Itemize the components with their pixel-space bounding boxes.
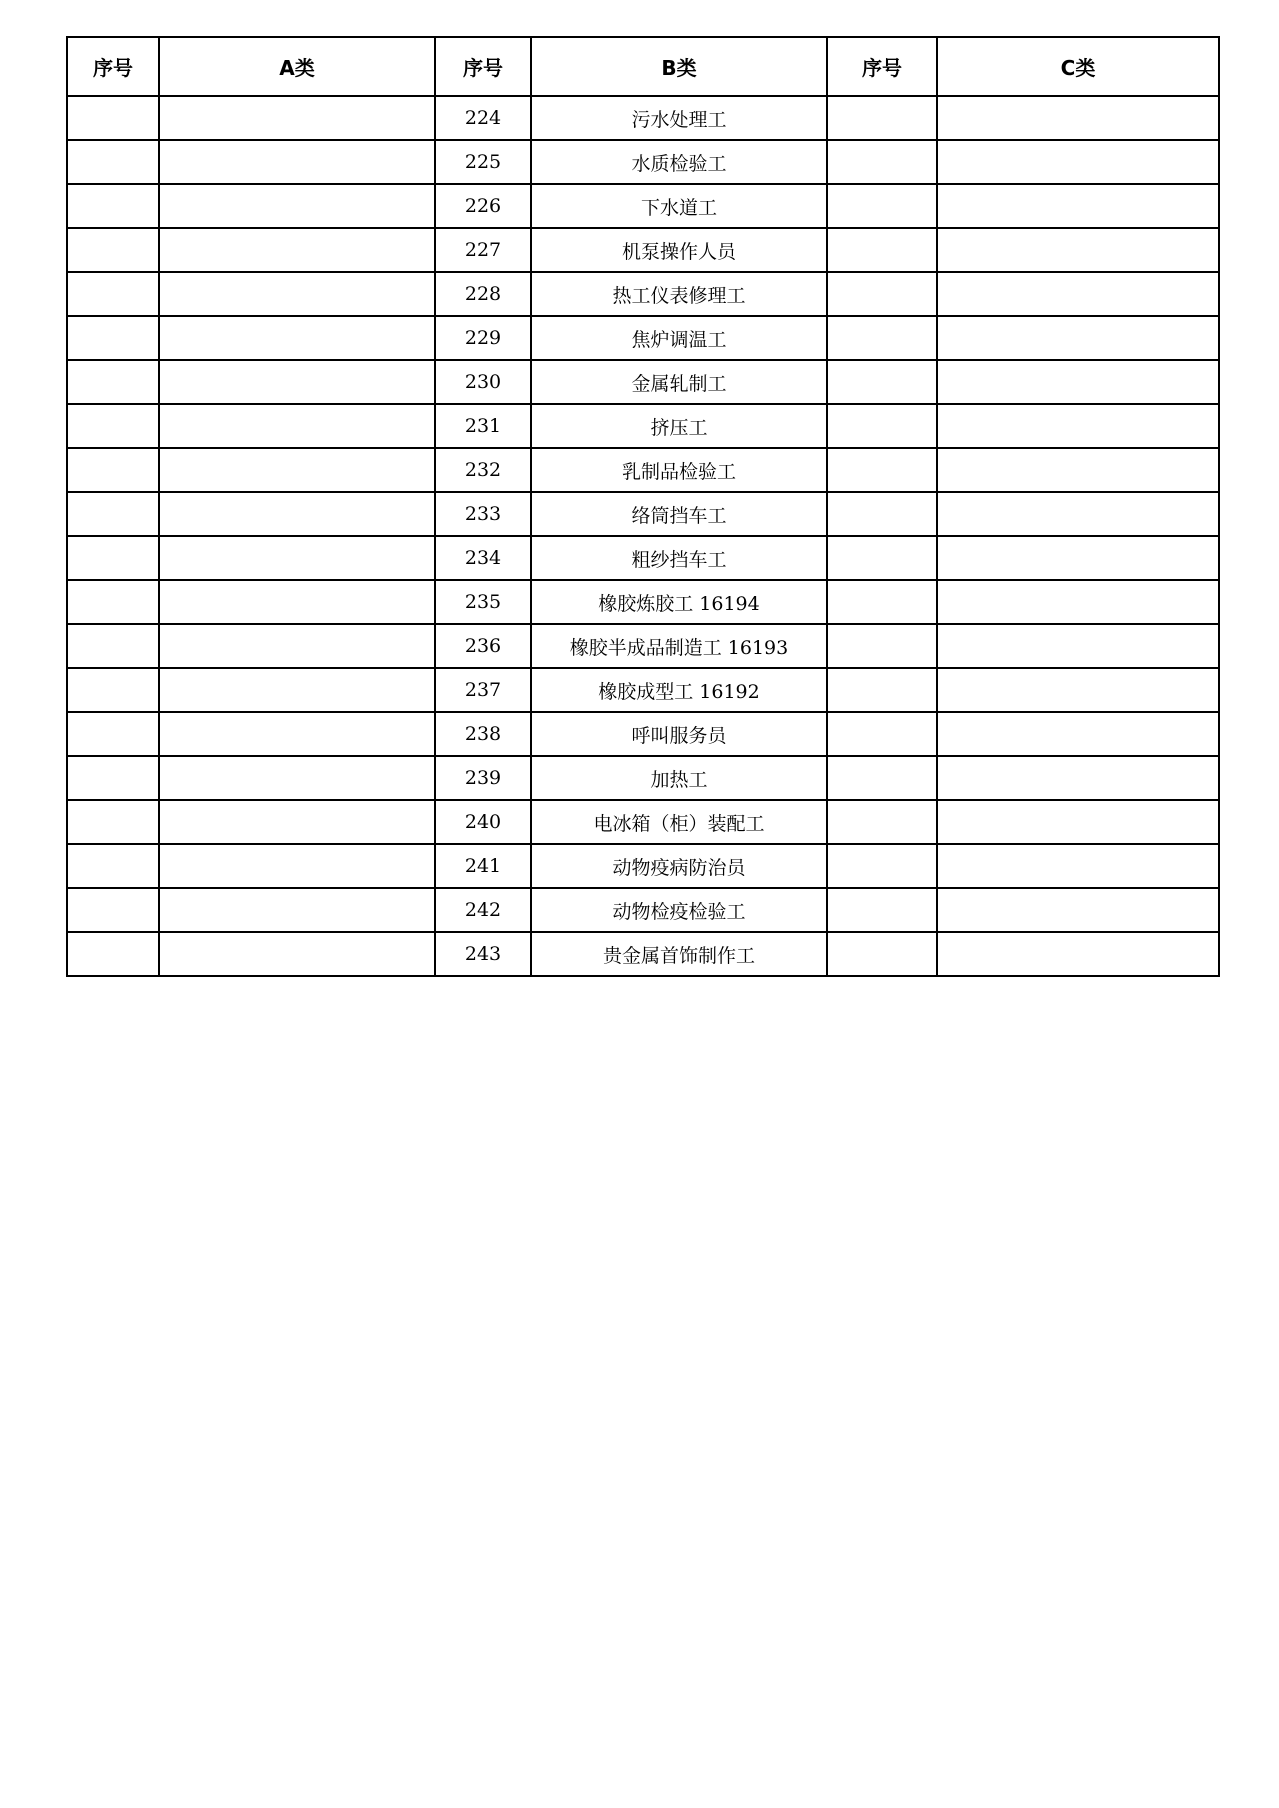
- cell-seq-a: [67, 536, 159, 580]
- cell-category-c: [937, 668, 1219, 712]
- cell-seq-c: [827, 140, 937, 184]
- cell-category-c: [937, 316, 1219, 360]
- cell-seq-c: [827, 932, 937, 976]
- cell-seq-a: [67, 580, 159, 624]
- header-seq-a: 序号: [67, 37, 159, 96]
- cell-seq-c: [827, 316, 937, 360]
- cell-seq-a: [67, 272, 159, 316]
- cell-seq-b: 233: [435, 492, 531, 536]
- header-category-c: C类: [937, 37, 1219, 96]
- cell-category-b: 络筒挡车工: [531, 492, 827, 536]
- cell-seq-b: 239: [435, 756, 531, 800]
- cell-seq-c: [827, 800, 937, 844]
- table-row: [67, 712, 1219, 756]
- cell-category-c: [937, 96, 1219, 140]
- cell-seq-c: [827, 844, 937, 888]
- cell-seq-b: 241: [435, 844, 531, 888]
- cell-category-c: [937, 624, 1219, 668]
- cell-category-a: [159, 360, 435, 404]
- table-row: [67, 668, 1219, 712]
- header-seq-b: 序号: [435, 37, 531, 96]
- cell-seq-c: [827, 184, 937, 228]
- cell-category-c: [937, 536, 1219, 580]
- cell-category-b: 焦炉调温工: [531, 316, 827, 360]
- cell-seq-a: [67, 888, 159, 932]
- table-row: [67, 932, 1219, 976]
- cell-category-b: 乳制品检验工: [531, 448, 827, 492]
- cell-seq-b: 229: [435, 316, 531, 360]
- cell-category-c: [937, 360, 1219, 404]
- table-row: [67, 96, 1219, 140]
- cell-seq-c: [827, 404, 937, 448]
- cell-seq-b: 225: [435, 140, 531, 184]
- table-row: [67, 536, 1219, 580]
- cell-seq-c: [827, 272, 937, 316]
- cell-category-b: 下水道工: [531, 184, 827, 228]
- cell-seq-a: [67, 756, 159, 800]
- cell-seq-b: 226: [435, 184, 531, 228]
- cell-seq-c: [827, 360, 937, 404]
- cell-category-b: 橡胶炼胶工 16194: [531, 580, 827, 624]
- cell-seq-a: [67, 404, 159, 448]
- header-category-a: A类: [159, 37, 435, 96]
- cell-seq-a: [67, 140, 159, 184]
- cell-seq-b: 243: [435, 932, 531, 976]
- cell-category-b: 粗纱挡车工: [531, 536, 827, 580]
- cell-seq-b: 235: [435, 580, 531, 624]
- cell-seq-a: [67, 184, 159, 228]
- cell-seq-c: [827, 668, 937, 712]
- cell-category-b: 呼叫服务员: [531, 712, 827, 756]
- cell-category-a: [159, 844, 435, 888]
- cell-category-a: [159, 536, 435, 580]
- cell-category-b: 污水处理工: [531, 96, 827, 140]
- cell-seq-b: 230: [435, 360, 531, 404]
- table-row: [67, 800, 1219, 844]
- cell-seq-a: [67, 624, 159, 668]
- table-row: [67, 624, 1219, 668]
- table-row: [67, 844, 1219, 888]
- cell-seq-c: [827, 756, 937, 800]
- cell-seq-b: 231: [435, 404, 531, 448]
- cell-category-a: [159, 888, 435, 932]
- header-seq-c: 序号: [827, 37, 937, 96]
- cell-category-a: [159, 448, 435, 492]
- cell-seq-c: [827, 448, 937, 492]
- cell-category-c: [937, 184, 1219, 228]
- cell-category-c: [937, 888, 1219, 932]
- cell-seq-a: [67, 844, 159, 888]
- cell-seq-b: 242: [435, 888, 531, 932]
- cell-seq-b: 227: [435, 228, 531, 272]
- cell-seq-c: [827, 228, 937, 272]
- cell-seq-a: [67, 800, 159, 844]
- cell-seq-b: 232: [435, 448, 531, 492]
- cell-category-a: [159, 272, 435, 316]
- cell-category-c: [937, 800, 1219, 844]
- cell-seq-a: [67, 932, 159, 976]
- cell-seq-c: [827, 624, 937, 668]
- cell-category-c: [937, 140, 1219, 184]
- table-row: [67, 492, 1219, 536]
- cell-seq-a: [67, 712, 159, 756]
- cell-seq-a: [67, 360, 159, 404]
- cell-category-a: [159, 800, 435, 844]
- cell-category-b: 贵金属首饰制作工: [531, 932, 827, 976]
- cell-seq-b: 238: [435, 712, 531, 756]
- cell-category-a: [159, 228, 435, 272]
- cell-category-a: [159, 184, 435, 228]
- cell-category-b: 挤压工: [531, 404, 827, 448]
- table-row: [67, 272, 1219, 316]
- table-row: [67, 316, 1219, 360]
- table-row: [67, 888, 1219, 932]
- cell-seq-c: [827, 96, 937, 140]
- cell-category-c: [937, 712, 1219, 756]
- cell-category-b: 电冰箱（柜）装配工: [531, 800, 827, 844]
- cell-category-c: [937, 844, 1219, 888]
- cell-category-a: [159, 580, 435, 624]
- cell-seq-c: [827, 888, 937, 932]
- cell-category-a: [159, 668, 435, 712]
- table-header-row: [67, 37, 1219, 96]
- cell-category-a: [159, 492, 435, 536]
- cell-seq-c: [827, 712, 937, 756]
- cell-category-a: [159, 712, 435, 756]
- cell-category-b: 加热工: [531, 756, 827, 800]
- cell-seq-a: [67, 96, 159, 140]
- cell-category-c: [937, 404, 1219, 448]
- cell-seq-a: [67, 492, 159, 536]
- cell-seq-b: 240: [435, 800, 531, 844]
- cell-seq-b: 228: [435, 272, 531, 316]
- cell-category-b: 橡胶半成品制造工 16193: [531, 624, 827, 668]
- cell-category-a: [159, 316, 435, 360]
- occupation-category-table: [66, 36, 1220, 977]
- cell-seq-a: [67, 316, 159, 360]
- cell-category-c: [937, 492, 1219, 536]
- cell-seq-a: [67, 228, 159, 272]
- cell-category-a: [159, 624, 435, 668]
- cell-seq-c: [827, 580, 937, 624]
- cell-category-c: [937, 448, 1219, 492]
- cell-category-a: [159, 96, 435, 140]
- cell-category-b: 金属轧制工: [531, 360, 827, 404]
- table-body: [67, 96, 1219, 976]
- cell-category-b: 水质检验工: [531, 140, 827, 184]
- cell-seq-b: 237: [435, 668, 531, 712]
- table-row: [67, 756, 1219, 800]
- cell-seq-a: [67, 448, 159, 492]
- table-row: [67, 228, 1219, 272]
- cell-category-b: 动物检疫检验工: [531, 888, 827, 932]
- cell-category-a: [159, 140, 435, 184]
- cell-category-b: 橡胶成型工 16192: [531, 668, 827, 712]
- cell-category-c: [937, 932, 1219, 976]
- cell-category-b: 机泵操作人员: [531, 228, 827, 272]
- cell-category-c: [937, 272, 1219, 316]
- header-category-b: B类: [531, 37, 827, 96]
- cell-category-b: 热工仪表修理工: [531, 272, 827, 316]
- table-row: [67, 404, 1219, 448]
- table-row: [67, 140, 1219, 184]
- cell-seq-b: 224: [435, 96, 531, 140]
- cell-category-a: [159, 932, 435, 976]
- table-row: [67, 580, 1219, 624]
- cell-category-a: [159, 404, 435, 448]
- cell-category-a: [159, 756, 435, 800]
- table-row: [67, 184, 1219, 228]
- cell-category-c: [937, 756, 1219, 800]
- cell-seq-b: 236: [435, 624, 531, 668]
- table-row: [67, 448, 1219, 492]
- cell-seq-b: 234: [435, 536, 531, 580]
- cell-seq-c: [827, 536, 937, 580]
- cell-category-c: [937, 228, 1219, 272]
- cell-category-c: [937, 580, 1219, 624]
- table-row: [67, 360, 1219, 404]
- cell-seq-a: [67, 668, 159, 712]
- cell-category-b: 动物疫病防治员: [531, 844, 827, 888]
- cell-seq-c: [827, 492, 937, 536]
